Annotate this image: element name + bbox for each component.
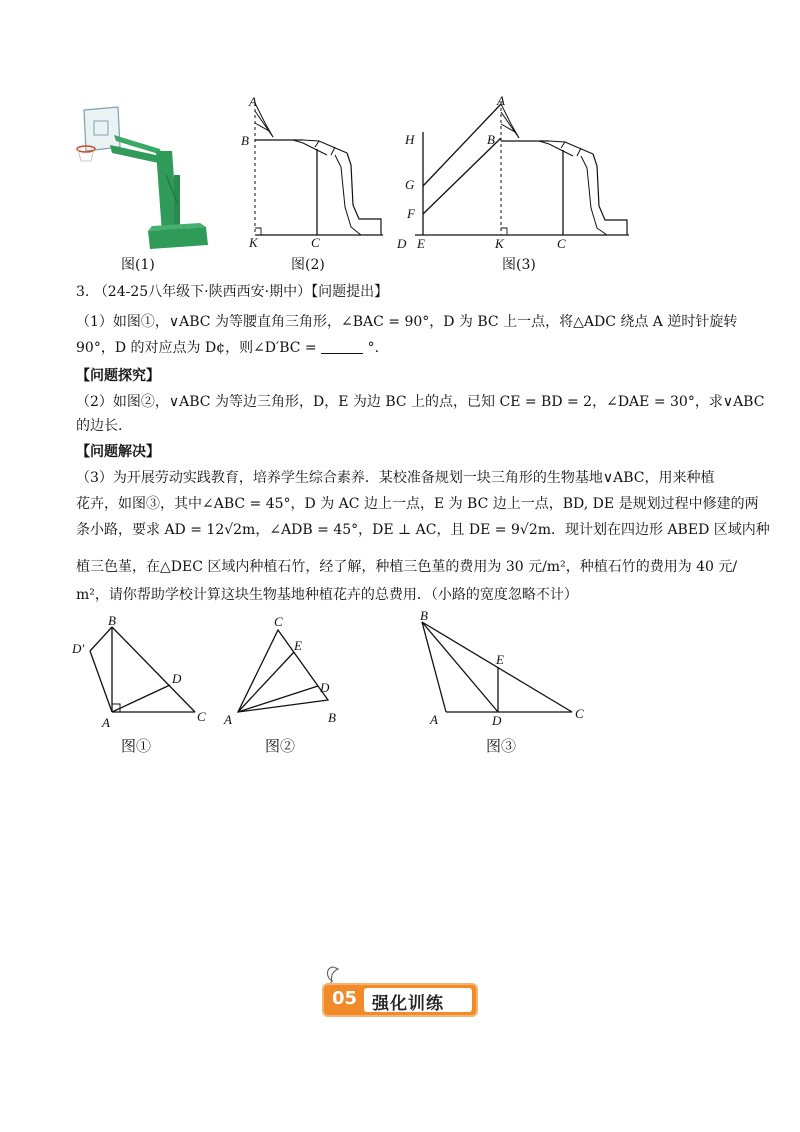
fig-c-label-D: D [492, 713, 502, 728]
fig-c-label-A: A [430, 712, 438, 727]
fig-b-label-D: D [320, 680, 330, 695]
section-badge [324, 985, 476, 1015]
heading-solve: 【问题解决】 [76, 444, 160, 460]
fig2-label-C: C [311, 235, 320, 247]
problem-source: （24-25八年级下·陕西西安·期中）【问题提出】 [93, 284, 389, 300]
problem-header [76, 282, 388, 302]
part3-line3: 条小路，要求 AD = 12√2m，∠ADB = 45°，DE ⊥ AC，且 DE = 9√2m．现计划在四边形 ABED 区域内种 [76, 522, 770, 538]
fig-a-label-C: C [197, 709, 206, 724]
fig3-diagram [395, 92, 635, 248]
answer-blank [321, 339, 363, 354]
part3-line5: m²，请你帮助学校计算这块生物基地种植花卉的总费用．（小路的宽度忽略不计） [76, 587, 578, 603]
fig2-label-B: B [241, 133, 249, 148]
figure-2-caption: 图② [265, 737, 296, 755]
fig-a-label-Dprime: D′ [72, 641, 85, 656]
fig3-caption: 图(3) [502, 257, 536, 273]
figure-1-diagram [70, 615, 220, 730]
fig-c-label-C: C [575, 706, 584, 721]
part3-line1: （3）为开展劳动实践教育，培养学生综合素养．某校准备规划一块三角形的生物基地∨ABC，用来种植 [76, 470, 715, 486]
figure-3-caption: 图③ [486, 737, 517, 755]
fig-c-label-E: E [496, 652, 504, 667]
figure-1-caption: 图① [121, 737, 152, 755]
fig2-caption: 图(2) [291, 257, 325, 273]
section-number: 05 [332, 988, 358, 1009]
part1-line1: （1）如图①，∨ABC 为等腰直角三角形，∠BAC = 90°，D 为 BC 上一点，将△ADC 绕点 A 逆时针旋转 [76, 314, 738, 330]
part1-line2-end: °. [367, 340, 380, 356]
fig-c-label-B: B [420, 608, 428, 623]
part1-line2-text: 90°，D 的对应点为 D¢，则∠D′BC = [76, 340, 317, 356]
part3-line4: 植三色堇，在△DEC 区域内种植石竹，经了解，种植三色堇的费用为 30 元/m²，种植石竹的费用为 40 元/ [76, 559, 738, 575]
fig-b-label-A: A [224, 712, 232, 727]
fig-a-label-D: D [172, 671, 182, 686]
fig-a-label-B: B [108, 615, 116, 628]
fig2-label-A: A [249, 95, 257, 109]
fig3-label-D: D [397, 236, 407, 248]
fig3-label-C: C [557, 236, 566, 248]
fig2-diagram [235, 95, 390, 247]
fig3-label-F: F [407, 206, 415, 221]
fig3-label-K: K [495, 236, 504, 248]
section-title: 强化训练 [372, 994, 444, 1014]
leaf-ornament-icon [322, 965, 342, 985]
part2-line1: （2）如图②，∨ABC 为等边三角形，D，E 为边 BC 上的点，已知 CE = BD = 2，∠DAE = 30°，求∨ABC [76, 394, 765, 410]
part2-line2: 的边长. [76, 418, 123, 434]
section-title-box [364, 988, 472, 1012]
basketball-stand-image [70, 105, 220, 250]
fig2-label-K: K [249, 235, 258, 247]
figure-3-diagram [412, 608, 602, 730]
fig-a-label-A: A [102, 715, 110, 730]
fig-b-label-C: C [274, 614, 283, 629]
figure-2-diagram [222, 612, 352, 730]
fig3-label-E: E [417, 236, 425, 248]
fig3-label-G: G [405, 177, 415, 192]
problem-number: 3. [76, 284, 90, 300]
fig-b-label-E: E [294, 638, 302, 653]
fig3-label-A: A [497, 93, 505, 108]
fig1-caption: 图(1) [121, 257, 155, 273]
part3-line2: 花卉，如图③，其中∠ABC = 45°，D 为 AC 边上一点，E 为 BC 边上一点，BD, DE 是规划过程中修建的两 [76, 496, 759, 512]
fig3-label-B: B [487, 132, 495, 147]
heading-explore: 【问题探究】 [76, 368, 160, 384]
part1-line2 [76, 338, 379, 358]
fig-b-label-B: B [328, 710, 336, 725]
fig3-label-H: H [405, 132, 415, 147]
